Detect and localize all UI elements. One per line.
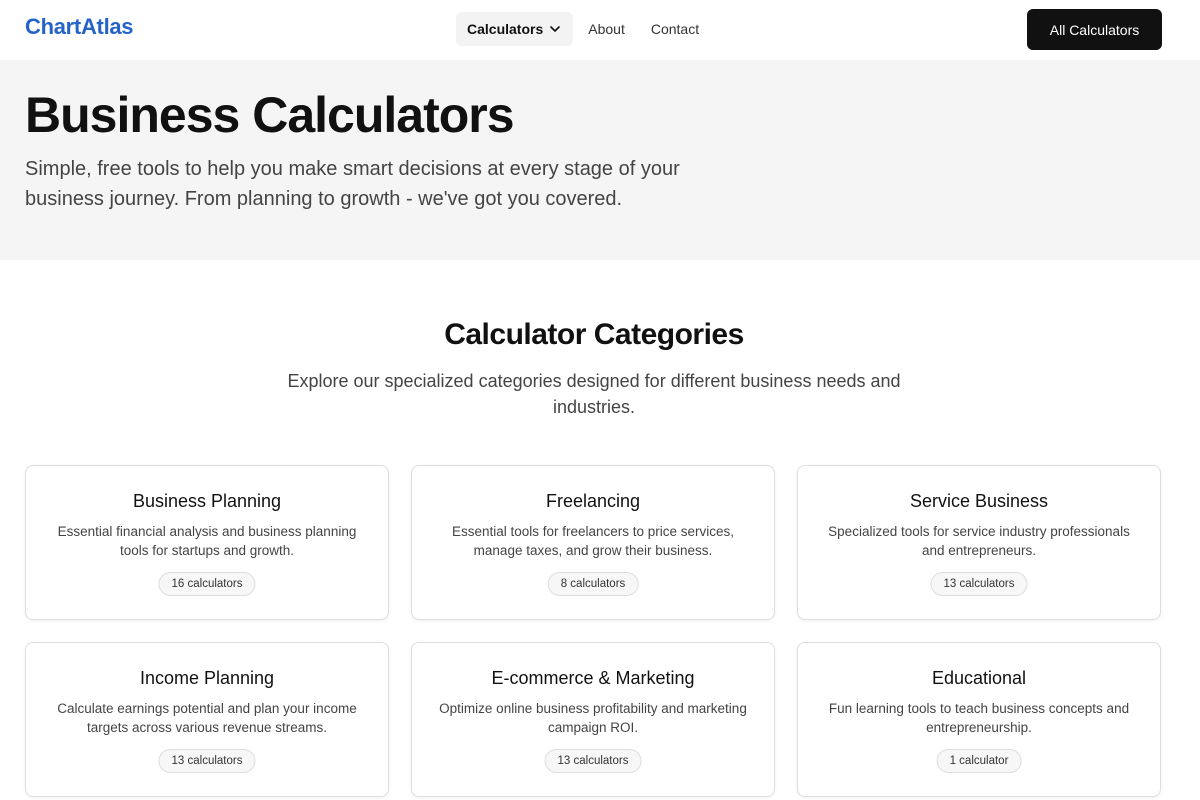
category-title: Freelancing <box>545 491 641 511</box>
category-description: Calculate earnings potential and plan your income targets across various revenue streams. <box>57 701 357 735</box>
main-nav <box>456 12 710 46</box>
calculator-count-badge: 16 calculators <box>159 572 256 596</box>
category-title: Educational <box>931 668 1027 688</box>
category-title: E-commerce & Marketing <box>491 668 695 688</box>
calculator-count-badge: 13 calculators <box>159 749 256 773</box>
category-description: Specialized tools for service industry professionals and entrepreneurs. <box>828 524 1130 558</box>
chevron-down-icon <box>549 23 561 35</box>
calculator-count-badge: 1 calculator <box>937 749 1022 773</box>
category-description: Essential financial analysis and business planning tools for startups and growth. <box>57 524 357 558</box>
top-navigation-bar <box>0 0 1200 60</box>
category-card-freelancing[interactable] <box>411 465 775 620</box>
category-title: Income Planning <box>139 668 275 688</box>
category-card-income-planning[interactable] <box>25 642 389 797</box>
nav-about-link[interactable]: About <box>588 21 625 37</box>
category-card-ecommerce-marketing[interactable] <box>411 642 775 797</box>
hero-subtitle: Simple, free tools to help you make smart decisions at every stage of your business journey. From planning to growth - we've got you covered. <box>25 158 680 210</box>
category-title: Service Business <box>909 491 1049 511</box>
hero-section <box>0 60 1200 260</box>
category-description: Essential tools for freelancers to price services, manage taxes, and grow their business. <box>451 524 735 558</box>
site-logo[interactable]: ChartAtlas <box>25 14 134 39</box>
page-title: Business Calculators <box>25 87 514 143</box>
nav-calculators-dropdown[interactable] <box>456 12 573 46</box>
categories-subtitle: Explore our specialized categories designed for different business needs and industries. <box>287 371 901 417</box>
nav-contact-link[interactable]: Contact <box>650 21 700 37</box>
nav-calculators-label: Calculators <box>467 21 544 37</box>
category-card-business-planning[interactable] <box>25 465 389 620</box>
category-card-service-business[interactable] <box>797 465 1161 620</box>
category-card-educational[interactable] <box>797 642 1161 797</box>
calculator-count-badge: 8 calculators <box>548 572 639 596</box>
calculator-count-badge: 13 calculators <box>931 572 1028 596</box>
categories-heading: Calculator Categories <box>444 318 744 351</box>
category-description: Fun learning tools to teach business concepts and entrepreneurship. <box>828 701 1130 735</box>
category-description: Optimize online business profitability and marketing campaign ROI. <box>439 701 747 735</box>
calculator-count-badge: 13 calculators <box>545 749 642 773</box>
category-title: Business Planning <box>132 491 282 511</box>
all-calculators-button[interactable]: All Calculators <box>1027 9 1162 50</box>
